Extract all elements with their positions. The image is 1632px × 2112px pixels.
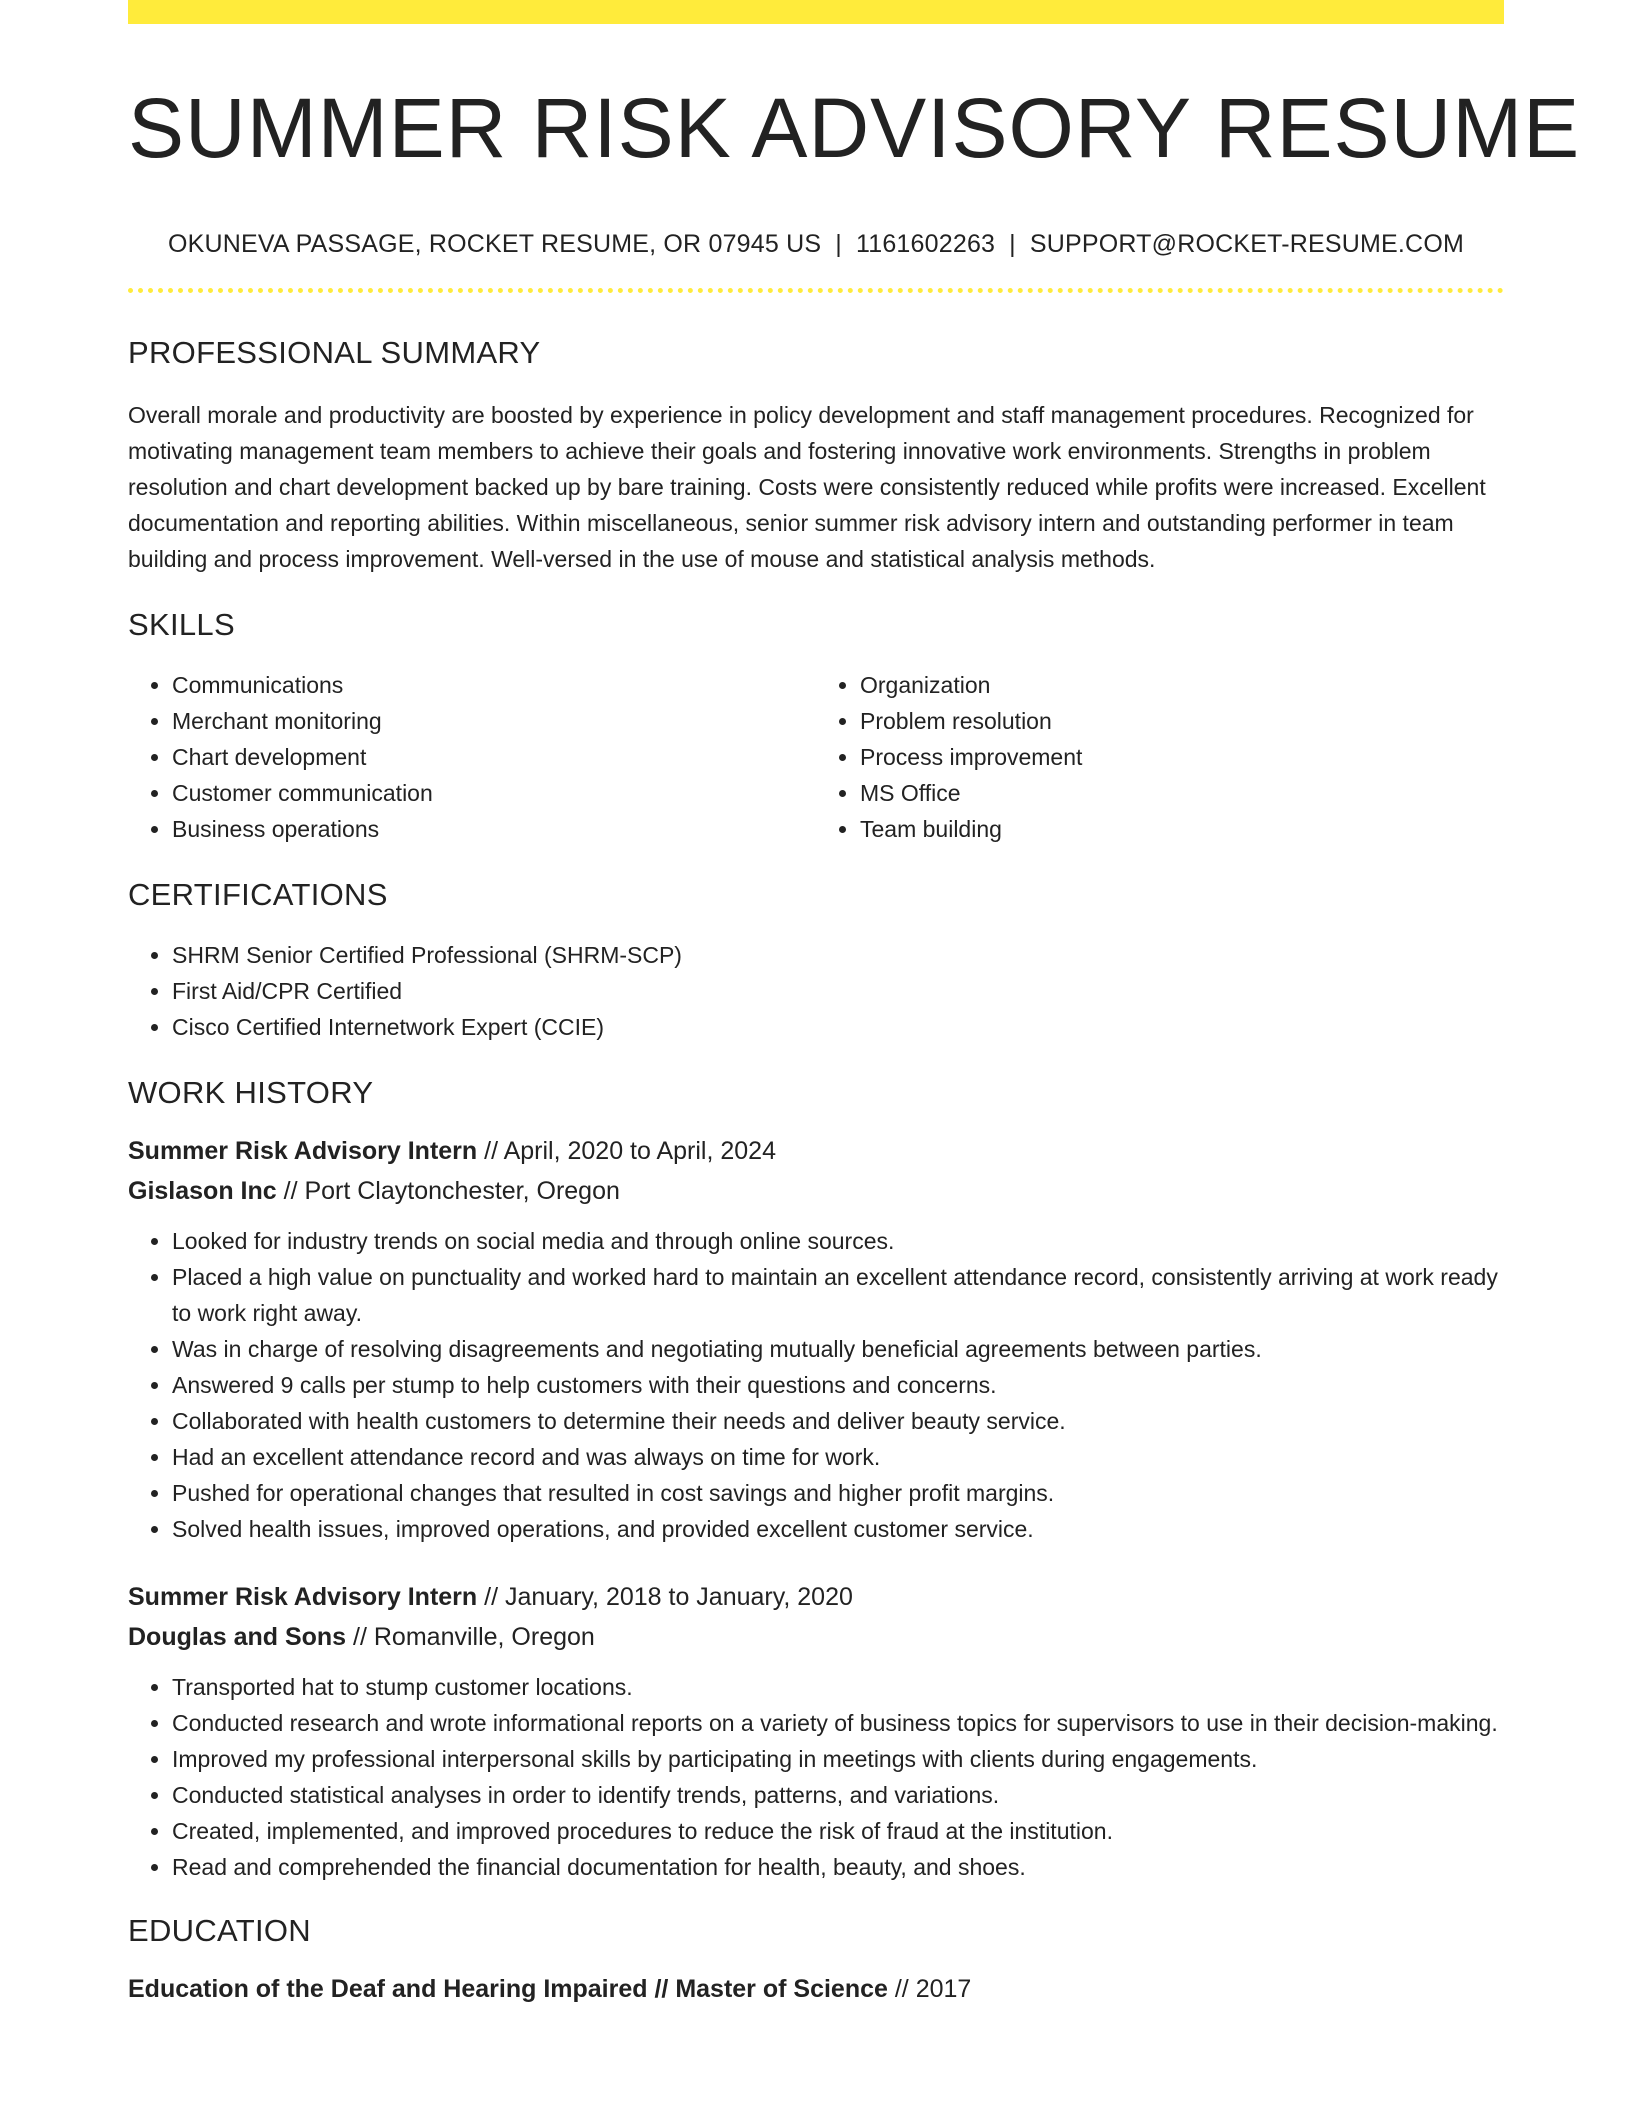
job-bullet: • Created, implemented, and improved procedures to reduce the risk of fraud at the institution. — [172, 1813, 1504, 1849]
contact-email: SUPPORT@ROCKET-RESUME.COM — [1029, 230, 1464, 259]
job-bullet: • Improved my professional interpersonal skills by participating in meetings with clients during engagements. — [172, 1741, 1504, 1777]
contact-line — [128, 230, 1504, 259]
certifications-list — [128, 937, 1504, 1045]
skill-item: • Communications — [172, 667, 816, 703]
job-bullets — [128, 1669, 1504, 1885]
skill-item: • MS Office — [860, 775, 1504, 811]
education-field: Education of the Deaf and Hearing Impaired — [128, 1975, 648, 2004]
job-role: Summer Risk Advisory Intern — [128, 1583, 478, 1612]
skill-item: • Problem resolution — [860, 703, 1504, 739]
skills-list-left — [128, 667, 816, 847]
job-company: Douglas and Sons — [128, 1623, 347, 1652]
skill-item: • Process improvement — [860, 739, 1504, 775]
summary-text: Overall morale and productivity are boosted by experience in policy development and staff management procedures. Recognized for motivating management team members to achieve their goals and fostering innovative work environments. Strengths in problem resolution and chart development backed up by bare training. Costs were consistently reduced while profits were increased. Excellent documentation and reporting abilities. Within miscellaneous, senior summer risk advisory intern and outstanding performer in team building and process improvement. Well-versed in the use of mouse and statistical analysis methods. — [128, 402, 1486, 573]
job-company-line — [128, 1617, 1504, 1657]
job-bullet: • Placed a high value on punctuality and worked hard to maintain an excellent attendance record, consistently arriving at work ready to work right away. — [172, 1259, 1504, 1331]
skills-list-right — [816, 667, 1504, 847]
contact-separator: | — [835, 230, 842, 259]
certification-item: • First Aid/CPR Certified — [172, 973, 1504, 1009]
job-bullet: • Collaborated with health customers to determine their needs and deliver beauty service. — [172, 1403, 1504, 1439]
job-title-line — [128, 1577, 1504, 1617]
skills-columns — [128, 667, 1504, 847]
job-bullet: • Conducted statistical analyses in order to identify trends, patterns, and variations. — [172, 1777, 1504, 1813]
job-title-line — [128, 1131, 1504, 1171]
contact-separator: | — [1009, 230, 1016, 259]
education-year: // 2017 — [887, 1975, 972, 2004]
job-dates: // January, 2018 to January, 2020 — [477, 1583, 853, 1612]
job-location: // Romanville, Oregon — [346, 1623, 595, 1652]
certification-item: • SHRM Senior Certified Professional (SHRM-SCP) — [172, 937, 1504, 973]
job-dates: // April, 2020 to April, 2024 — [477, 1137, 776, 1166]
contact-phone: 1161602263 — [855, 230, 996, 259]
job-bullet: • Looked for industry trends on social media and through online sources. — [172, 1223, 1504, 1259]
certification-item: • Cisco Certified Internetwork Expert (CCIE) — [172, 1009, 1504, 1045]
job-bullets — [128, 1223, 1504, 1547]
job-bullet: • Conducted research and wrote informational reports on a variety of business topics for supervisors to use in their decision-making. — [172, 1705, 1504, 1741]
skill-item: • Merchant monitoring — [172, 703, 816, 739]
job-entry — [128, 1577, 1504, 1885]
skill-item: • Chart development — [172, 739, 816, 775]
job-entry — [128, 1131, 1504, 1547]
dotted-divider — [128, 288, 1504, 293]
job-bullet: • Read and comprehended the financial documentation for health, beauty, and shoes. — [172, 1849, 1504, 1885]
skill-item: • Customer communication — [172, 775, 816, 811]
job-bullet: • Pushed for operational changes that resulted in cost savings and higher profit margins. — [172, 1475, 1504, 1511]
education-line — [128, 1969, 1504, 2009]
work-history-heading: WORK HISTORY — [128, 1075, 374, 1111]
job-bullet: • Transported hat to stump customer locations. — [172, 1669, 1504, 1705]
contact-address: OKUNEVA PASSAGE, ROCKET RESUME, OR 07945 US — [168, 230, 822, 259]
job-company-line — [128, 1171, 1504, 1211]
education-heading: EDUCATION — [128, 1913, 311, 1949]
job-bullet: • Was in charge of resolving disagreements and negotiating mutually beneficial agreements between parties. — [172, 1331, 1504, 1367]
job-role: Summer Risk Advisory Intern — [128, 1137, 478, 1166]
skills-heading: SKILLS — [128, 607, 235, 643]
skill-item: • Team building — [860, 811, 1504, 847]
resume-title: SUMMER RISK ADVISORY RESUME — [128, 81, 1581, 175]
job-bullet: • Solved health issues, improved operations, and provided excellent customer service. — [172, 1511, 1504, 1547]
skill-item: • Business operations — [172, 811, 816, 847]
education-degree: // Master of Science — [647, 1975, 888, 2004]
summary-heading: PROFESSIONAL SUMMARY — [128, 335, 541, 371]
job-bullet: • Answered 9 calls per stump to help customers with their questions and concerns. — [172, 1367, 1504, 1403]
job-location: // Port Claytonchester, Oregon — [276, 1177, 620, 1206]
top-accent-bar — [128, 0, 1504, 24]
certifications-heading: CERTIFICATIONS — [128, 877, 388, 913]
job-bullet: • Had an excellent attendance record and was always on time for work. — [172, 1439, 1504, 1475]
skill-item: • Organization — [860, 667, 1504, 703]
job-company: Gislason Inc — [128, 1177, 277, 1206]
resume-page — [128, 0, 1581, 2009]
